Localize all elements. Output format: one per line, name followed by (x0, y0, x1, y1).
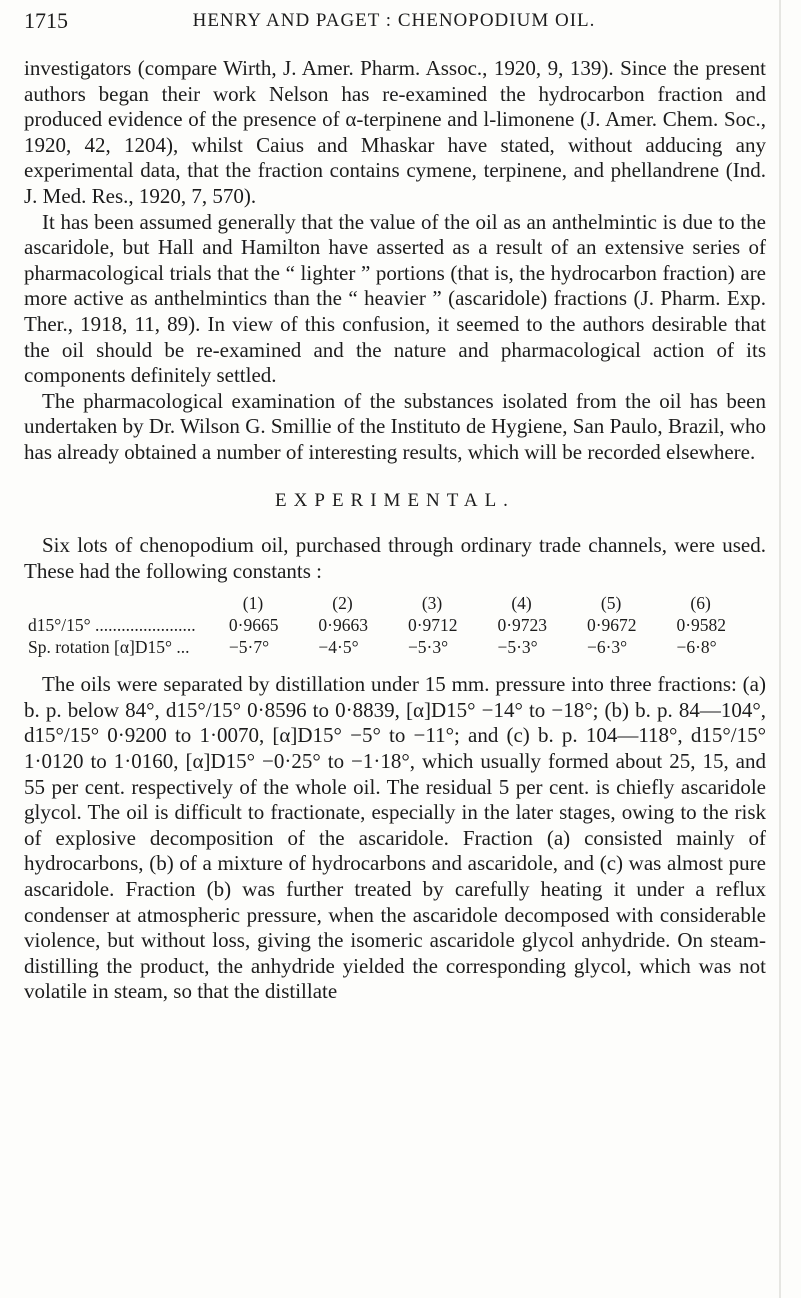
table-cell: −6·8° (676, 637, 717, 658)
row-label: Sp. rotation [α]D15° ... (28, 637, 190, 658)
column-header: (4) (511, 593, 532, 614)
table-cell: 0·9723 (497, 615, 548, 636)
article-body (24, 56, 766, 1005)
page-number: 1715 (24, 8, 68, 33)
running-title: HENRY AND PAGET : CHENOPODIUM OIL. (192, 10, 596, 31)
table-cell: 0·9582 (676, 615, 727, 636)
table-cell: 0·9663 (318, 615, 368, 636)
constants-table (24, 592, 766, 658)
paragraph-pharmacological: The pharmacological examination of the substances isolated from the oil has been undertaken by Dr. Wilson G. Smillie of the Instituto de Hygiene, San Paulo, Brazil, who has already obtained a number of interesting results, which will be recorded elsewhere. (24, 388, 766, 464)
column-header: (5) (600, 593, 622, 614)
table-cell: 0·9665 (228, 615, 279, 636)
paragraph-anthelmintic: It has been assumed generally that the value of the oil as an anthelmintic is due to the ascaridole, but Hall and Hamilton have asserted as a result of an extensive series of pharmacological trials that the “ lighter ” portions (that is, the hydrocarbon fraction) are more active as anthelmintics than the “ heavier ” (ascaridole) fractions (J. Pharm. Exp. Ther., 1918, 11, 89). In view of this confusion, it seemed to the authors desirable that the oil should be re-examined and the nature and pharmacological action of its components definitely settled. (24, 209, 766, 388)
column-header: (3) (421, 593, 443, 614)
table-cell: 0·9672 (586, 615, 637, 636)
row-label: d15°/15° ....................... (28, 615, 196, 636)
table-cell: −5·3° (407, 637, 449, 658)
table-cell: 0·9712 (407, 615, 458, 636)
table-cell: −5·3° (497, 637, 538, 658)
constants-row-density (24, 614, 766, 636)
paragraph-intro: investigators (compare Wirth, J. Amer. Pharm. Assoc., 1920, 9, 139). Since the present authors began their work Nelson has re-examined the hydrocarbon fraction and produced evidence of the presence of α-terpinene and l-limonene (J. Amer. Chem. Soc., 1920, 42, 1204), whilst Caius and Mhaskar have stated, without adducing any experimental data, that the fraction contains cymene, terpinene, and phellandrene (Ind. J. Med. Res., 1920, 7, 570). (24, 56, 766, 208)
column-header: (6) (690, 593, 711, 614)
table-cell: −4·5° (318, 637, 359, 658)
paragraph-experimental-intro: Six lots of chenopodium oil, purchased through ordinary trade channels, were used. These had the following constants : (24, 533, 766, 583)
table-cell: −5·7° (228, 637, 270, 658)
constants-row-rotation (24, 636, 766, 658)
constants-header-row (24, 592, 766, 614)
table-cell: −6·3° (586, 637, 628, 658)
page-header (24, 8, 764, 38)
column-header: (1) (242, 593, 264, 614)
column-header: (2) (332, 593, 353, 614)
page-edge-shadow (779, 0, 781, 1298)
paragraph-fractions: The oils were separated by distillation under 15 mm. pressure into three fractions: (a) b. p. below 84°, d15°/15° 0·8596 to 0·8839, [α]D15° −14° to −18°; (b) b. p. 84—104°, d15°/15° 0·9200 to 1·0070, [α]D15° −5° to −11°; and (c) b. p. 104—118°, d15°/15° 1·0120 to 1·0160, [α]D15° −0·25° to −1·18°, which usually formed about 25, 15, and 55 per cent. respectively of the whole oil. The residual 5 per cent. is chiefly ascaridole glycol. The oil is difficult to fractionate, especially in the later stages, owing to the risk of explosive decomposition of the ascaridole. Fraction (a) consisted mainly of hydrocarbons, (b) of a mixture of hydrocarbons and ascaridole, and (c) was almost pure ascaridole. Fraction (b) was further treated by carefully heating it under a reflux condenser at atmospheric pressure, when the ascaridole decomposed with considerable violence, but without loss, giving the isomeric ascaridole glycol anhydride. On steam-distilling the product, the anhydride yielded the corresponding glycol, which was not volatile in steam, so that the distillate (24, 672, 766, 1004)
section-heading-experimental: EXPERIMENTAL. (275, 489, 515, 511)
